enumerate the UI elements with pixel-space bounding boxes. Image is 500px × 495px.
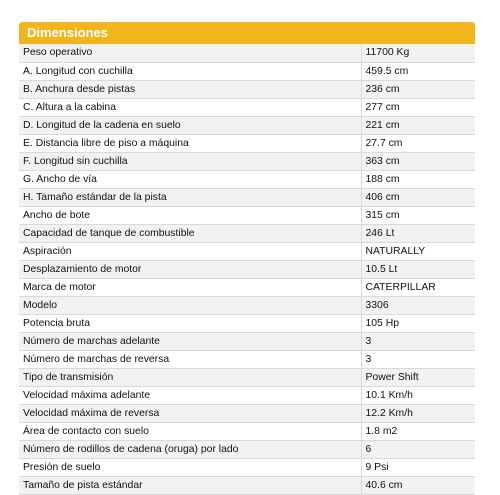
spec-value: 3306 (361, 296, 475, 314)
spec-label: Potencia bruta (19, 314, 361, 332)
spec-label: H. Tamaño estándar de la pista (19, 188, 361, 206)
spec-label: G. Ancho de vía (19, 170, 361, 188)
spec-value: 406 cm (361, 188, 475, 206)
table-row (19, 440, 475, 458)
spec-label: Número de marchas adelante (19, 332, 361, 350)
table-row (19, 260, 475, 278)
table-row (19, 242, 475, 260)
specs-table (19, 44, 475, 495)
spec-label: Desplazamiento de motor (19, 260, 361, 278)
spec-label: Ancho de bote (19, 206, 361, 224)
spec-value: 3 (361, 350, 475, 368)
table-row (19, 98, 475, 116)
spec-label: B. Anchura desde pistas (19, 80, 361, 98)
spec-label: Capacidad de tanque de combustible (19, 224, 361, 242)
spec-value: 9 Psi (361, 458, 475, 476)
spec-value: 3 (361, 332, 475, 350)
spec-value: Power Shift (361, 368, 475, 386)
spec-label: Número de rodillos de cadena (oruga) por lado (19, 440, 361, 458)
spec-label: Tamaño de pista estándar (19, 476, 361, 494)
spec-value: 363 cm (361, 152, 475, 170)
spec-value: 277 cm (361, 98, 475, 116)
spec-label: Modelo (19, 296, 361, 314)
table-row (19, 368, 475, 386)
spec-value: NATURALLY (361, 242, 475, 260)
spec-value: 10.1 Km/h (361, 386, 475, 404)
table-row (19, 404, 475, 422)
table-row (19, 152, 475, 170)
spec-value: 27.7 cm (361, 134, 475, 152)
table-row (19, 296, 475, 314)
table-row (19, 44, 475, 62)
spec-value: 188 cm (361, 170, 475, 188)
table-row (19, 458, 475, 476)
spec-value: 1.8 m2 (361, 422, 475, 440)
table-row (19, 134, 475, 152)
spec-value: 459.5 cm (361, 62, 475, 80)
spec-label: Número de marchas de reversa (19, 350, 361, 368)
spec-label: Presión de suelo (19, 458, 361, 476)
spec-value: 40.6 cm (361, 476, 475, 494)
table-row (19, 224, 475, 242)
spec-value: CATERPILLAR (361, 278, 475, 296)
spec-label: Aspiración (19, 242, 361, 260)
table-row (19, 80, 475, 98)
spec-value: 6 (361, 440, 475, 458)
spec-label: Peso operativo (19, 44, 361, 62)
table-row (19, 278, 475, 296)
specs-table-body (19, 44, 475, 494)
spec-label: Velocidad máxima adelante (19, 386, 361, 404)
table-row (19, 386, 475, 404)
table-row (19, 314, 475, 332)
spec-value: 11700 Kg (361, 44, 475, 62)
spec-label: Velocidad máxima de reversa (19, 404, 361, 422)
table-row (19, 188, 475, 206)
spec-label: Área de contacto con suelo (19, 422, 361, 440)
spec-value: 12.2 Km/h (361, 404, 475, 422)
table-row (19, 350, 475, 368)
specs-sheet (19, 22, 475, 495)
spec-value: 105 Hp (361, 314, 475, 332)
table-row (19, 332, 475, 350)
table-row (19, 170, 475, 188)
spec-value: 315 cm (361, 206, 475, 224)
spec-label: Tipo de transmisión (19, 368, 361, 386)
spec-label: C. Altura a la cabina (19, 98, 361, 116)
table-row (19, 422, 475, 440)
spec-label: E. Distancia libre de piso a máquina (19, 134, 361, 152)
section-title: Dimensiones (27, 25, 108, 40)
spec-value: 236 cm (361, 80, 475, 98)
spec-label: F. Longitud sin cuchilla (19, 152, 361, 170)
table-row (19, 62, 475, 80)
spec-label: A. Longitud con cuchilla (19, 62, 361, 80)
section-header (19, 22, 475, 44)
spec-value: 10.5 Lt (361, 260, 475, 278)
spec-value: 221 cm (361, 116, 475, 134)
spec-label: D. Longitud de la cadena en suelo (19, 116, 361, 134)
table-row (19, 476, 475, 494)
spec-label: Marca de motor (19, 278, 361, 296)
table-row (19, 116, 475, 134)
table-row (19, 206, 475, 224)
spec-value: 246 Lt (361, 224, 475, 242)
